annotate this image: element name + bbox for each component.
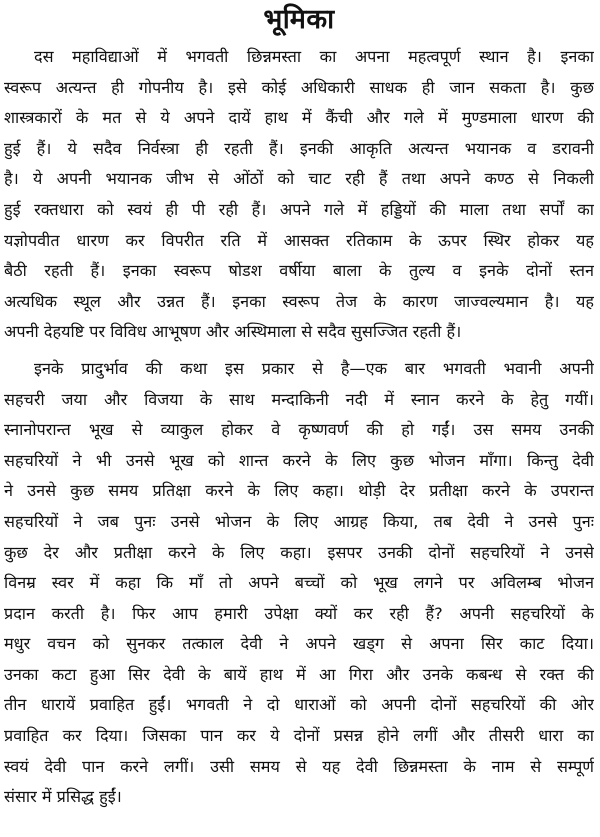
text-line: विनम्र स्वर में कहा कि माँ तो अपने बच्चों को भूख लगने पर अविलम्ब भोजन: [4, 573, 594, 593]
text-line: शास्त्रकारों के मत से ये अपने दायें हाथ में कैंची और गले में मुण्डमाला धारण की: [4, 108, 594, 128]
text-line: है। ये अपनी भयानक जीभ से ओंठों को चाट रही हैं तथा अपने कण्ठ से निकली: [4, 169, 594, 189]
text-line: संसार में प्रसिद्ध हुईं।: [4, 787, 122, 807]
text-line: ने उनसे कुछ समय प्रतिक्षा करने के लिए कहा। थोड़ी देर प्रतीक्षा करने के उपरान्त: [4, 481, 594, 501]
paragraph-1: [4, 42, 594, 348]
text-line: मधुर वचन को सुनकर तत्काल देवी ने अपने खड्ग से अपना सिर काट दिया।: [4, 634, 594, 654]
text-line: स्वरूप अत्यन्त ही गोपनीय है। इसे कोई अधिकारी साधक ही जान सकता है। कुछ: [4, 77, 594, 97]
text-line: इनके प्रादुर्भाव की कथा इस प्रकार से है—एक बार भगवती भवानी अपनी: [34, 358, 594, 378]
text-line: कुछ देर और प्रतीक्षा करने के लिए कहा। इसपर उनकी दोनों सहचरियों ने उनसे: [4, 542, 594, 562]
text-line: स्नानोपरान्त भूख से व्याकुल होकर वे कृष्णवर्ण की हो गईं। उस समय उनकी: [4, 420, 594, 440]
text-line: यज्ञोपवीत धारण कर विपरीत रति में आसक्त रतिकाम के ऊपर स्थिर होकर यह: [4, 230, 594, 250]
text-line: स्वयं देवी पान करने लगीं। उसी समय से यह देवी छिन्नमस्ता के नाम से सम्पूर्ण: [4, 756, 594, 776]
text-line: दस महाविद्याओं में भगवती छिन्नमस्ता का अपना महत्वपूर्ण स्थान है। इनका: [34, 47, 594, 66]
text-line: सहचरियों ने भी उनसे भूख को शान्त करने के लिए कुछ भोजन माँगा। किन्तु देवी: [4, 450, 594, 470]
text-line: अपनी देहयष्टि पर विविध आभूषण और अस्थिमाला से सदैव सुसज्जित रहती हैं।: [4, 322, 462, 342]
text-line: हुई रक्तधारा को स्वयं ही पी रही हैं। अपने गले में हड्डियों की माला तथा सर्पों का: [4, 199, 594, 219]
paragraph-2: [4, 354, 594, 813]
text-line: बैठी रहती हैं। इनका स्वरूप षोडश वर्षीया बाला के तुल्य व इनके दोनों स्तन: [4, 261, 594, 281]
text-line: प्रवाहित कर दिया। जिसका पान कर ये दोनों प्रसन्न होने लगीं और तीसरी धारा का: [4, 726, 594, 746]
text-line: सहचरी जया और विजया के साथ मन्दाकिनी नदी में स्नान करने के हेतु गयीं।: [4, 389, 594, 409]
text-line: हुई हैं। ये सदैव निर्वस्त्रा ही रहती हैं। इनकी आकृति अत्यन्त भयानक व डरावनी: [4, 138, 594, 158]
text-line: उनका कटा हुआ सिर देवी के बायें हाथ में आ गिरा और उनके कबन्ध से रक्त की: [4, 664, 594, 684]
text-line: तीन धारायें प्रवाहित हुईं। भगवती ने दो धाराओं को अपनी दोनों सहचरियों की ओर: [4, 695, 594, 715]
page-title: भूमिका: [263, 4, 335, 35]
text-line: सहचरियों ने जब पुनः उनसे भोजन के लिए आग्रह किया, तब देवी ने उनसे पुनः: [4, 511, 594, 531]
text-line: अत्यधिक स्थूल और उन्नत हैं। इनका स्वरूप तेज के कारण जाज्वल्यमान है। यह: [4, 291, 594, 311]
text-line: प्रदान करती है। फिर आप हमारी उपेक्षा क्यों कर रही हैं? अपनी सहचरियों के: [4, 603, 594, 623]
